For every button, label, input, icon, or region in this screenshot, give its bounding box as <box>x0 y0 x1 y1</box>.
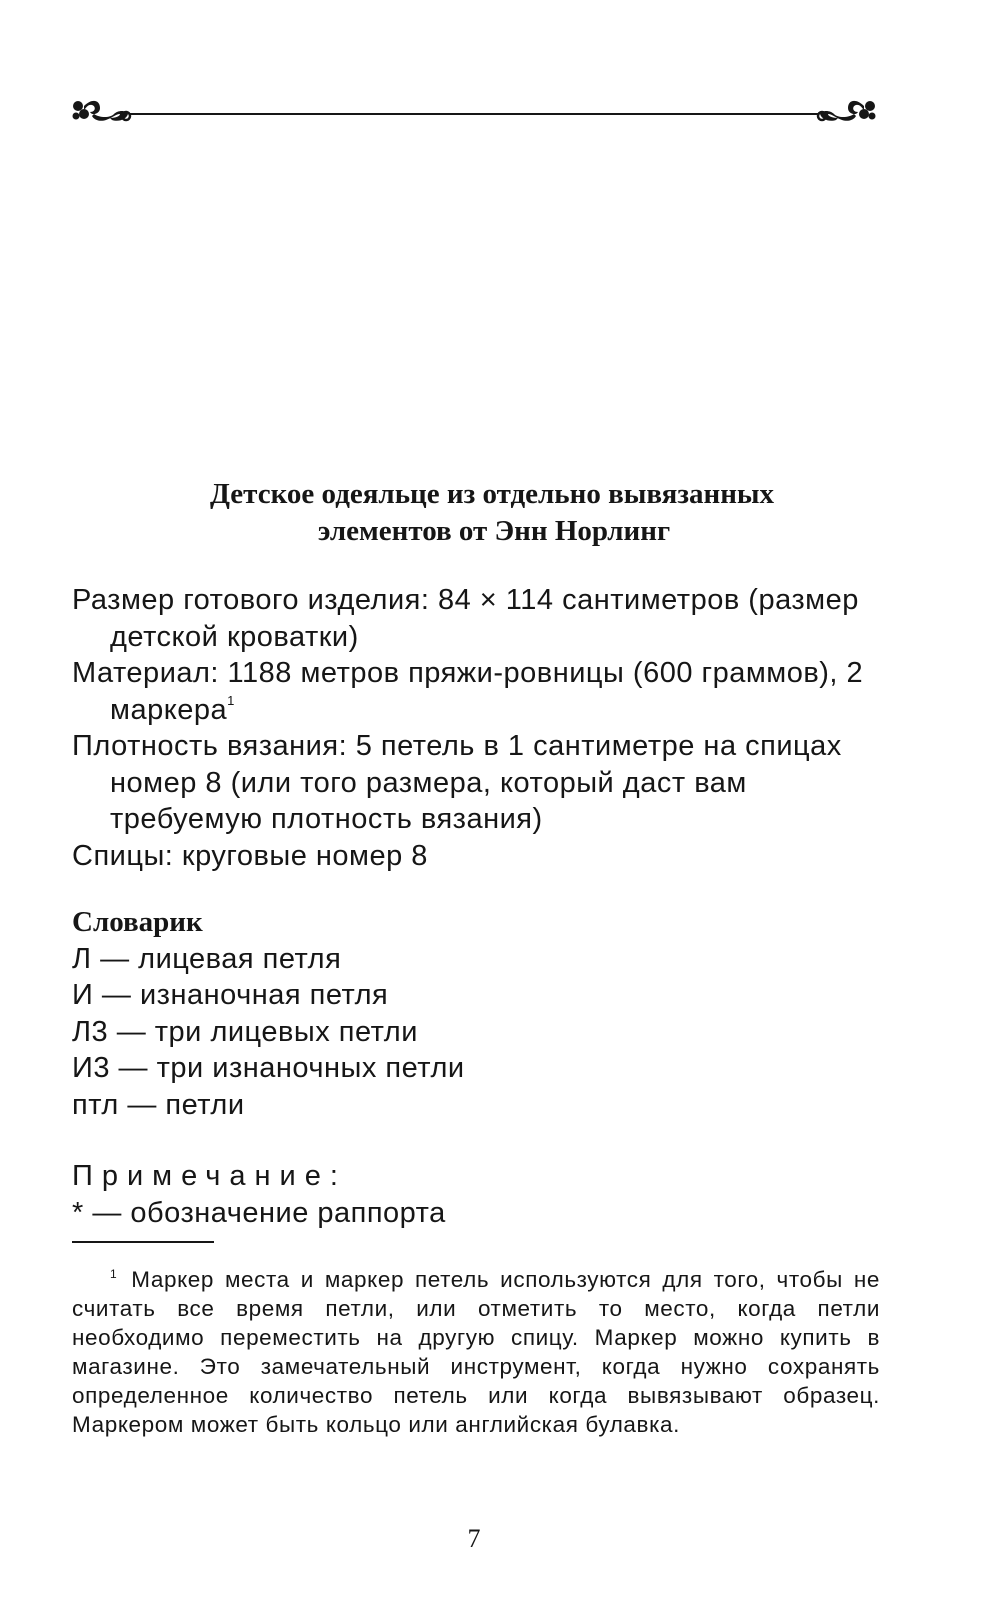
glossary-item: птл — петли <box>72 1088 245 1121</box>
footnote-separator <box>72 1241 214 1243</box>
spec-material-text: Материал: 1188 метров пряжи-ровницы (600 граммов), 2 маркера <box>72 657 864 726</box>
note-label: Примечание: <box>72 1160 347 1192</box>
spec-needles-text: Спицы: круговые номер 8 <box>72 839 428 872</box>
glossary-item: Л3 — три лицевых петли <box>72 1015 418 1048</box>
footnote <box>72 1265 880 1439</box>
article-title <box>0 476 1000 550</box>
footnote-reference: 1 <box>227 692 235 708</box>
right-flourish-icon <box>818 101 876 121</box>
spec-material <box>72 655 878 728</box>
spec-gauge <box>72 728 878 838</box>
left-flourish-icon <box>73 101 131 121</box>
spec-gauge-text: Плотность вязания: 5 петель в 1 сантиметре на спицах номер 8 (или того размера, который даст вам требуемую плотность вязания) <box>72 730 842 835</box>
footnote-text: Маркер места и маркер петель используются для того, чтобы не считать все время петли, или отметить то место, когда петли необходимо переместить на другую спицу. Маркер можно купить в магазине. Это замечательный инструмент, когда нужно сохранять определенное количество петель или когда вывязывают образец. Маркером может быть кольцо или английская булавка. <box>72 1267 880 1437</box>
glossary-item: Л — лицевая петля <box>72 942 342 975</box>
glossary-item: И3 — три изнаночных петли <box>72 1052 465 1084</box>
glossary-item: И — изнаночная петля <box>72 979 389 1011</box>
header-ornament-rule <box>70 92 878 132</box>
spec-size <box>72 582 878 655</box>
ornament-divider-icon <box>70 92 878 132</box>
note-text: * — обозначение раппорта <box>72 1196 446 1229</box>
title-line-2: элементов от Энн Норлинг <box>317 515 671 547</box>
specifications <box>72 582 878 874</box>
page-number: 7 <box>467 1524 481 1553</box>
spec-size-text: Размер готового изделия: 84 × 114 сантиметров (размер детской кроватки) <box>72 584 859 653</box>
spec-needles <box>72 838 878 875</box>
glossary <box>72 904 878 1123</box>
glossary-heading: Словарик <box>72 906 203 938</box>
footnote-mark: 1 <box>110 1267 118 1281</box>
title-line-1: Детское одеяльце из отдельно вывязанных <box>209 478 775 510</box>
note-block <box>72 1158 878 1231</box>
